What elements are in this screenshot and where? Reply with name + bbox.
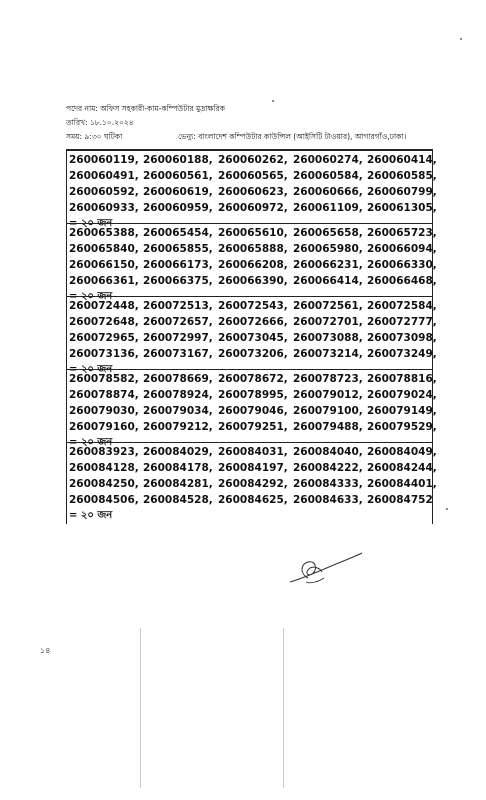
roll-number: 260060274, — [293, 154, 363, 166]
roll-number: 260073088, — [293, 332, 363, 344]
roll-number: 260066330, — [367, 259, 437, 271]
roll-number: 260060561, — [143, 170, 213, 182]
roll-number: 260072543, — [218, 300, 288, 312]
roll-number: 260065855, — [143, 243, 213, 255]
roll-number: 260072657, — [143, 316, 213, 328]
roll-number: 260079030, — [69, 405, 139, 417]
roll-number: 260073045, — [218, 332, 288, 344]
roll-number: 260060584, — [293, 170, 363, 182]
roll-number: 260065888, — [218, 243, 288, 255]
roll-number: 260072648, — [69, 316, 139, 328]
roll-number: 260072666, — [218, 316, 288, 328]
roll-number: 260079488, — [293, 421, 363, 433]
roll-number: 260078924, — [143, 389, 213, 401]
roll-number: 260066468, — [367, 275, 437, 287]
roll-number: 260065388, — [69, 227, 139, 239]
page-number: ১৪ — [40, 646, 51, 655]
roll-number: 260083923, — [69, 446, 139, 458]
roll-number: 260073249, — [367, 348, 437, 360]
roll-group — [67, 150, 437, 229]
roll-number: 260060623, — [218, 186, 288, 198]
roll-number: 260066414, — [293, 275, 363, 287]
roll-number: 260078672, — [218, 373, 288, 385]
roll-number: 260072513, — [143, 300, 213, 312]
roll-number: 260066231, — [293, 259, 363, 271]
roll-number: 260060262, — [218, 154, 288, 166]
roll-number: 260060491, — [69, 170, 139, 182]
roll-number: 260066150, — [69, 259, 139, 271]
roll-number: 260084506, — [69, 494, 139, 506]
roll-number: 260072701, — [293, 316, 363, 328]
scan-speck — [272, 100, 274, 102]
candidate-count: = ২০ জন — [69, 437, 113, 448]
roll-number: 260084752 — [367, 494, 433, 506]
roll-number: 260073214, — [293, 348, 363, 360]
roll-number: 260060414, — [367, 154, 437, 166]
venue-label: ভেন্যু: বাংলাদেশ কম্পিউটার কাউন্সিল (আইসিটি টাওয়ার), আগারগাঁও,ঢাকা। — [178, 132, 407, 141]
exam-time-label: সময়: ৯:৩০ ঘটিকা — [66, 132, 123, 141]
roll-number: 260079529, — [367, 421, 437, 433]
roll-number: 260084029, — [143, 446, 213, 458]
signature — [286, 548, 366, 594]
roll-number: 260061109, — [293, 202, 363, 214]
roll-number: 260079160, — [69, 421, 139, 433]
roll-number: 260084633, — [293, 494, 363, 506]
roll-number: 260079024, — [367, 389, 437, 401]
roll-number: 260084333, — [293, 478, 363, 490]
roll-number: 260079149, — [367, 405, 437, 417]
roll-number: 260084031, — [218, 446, 288, 458]
roll-number: 260078995, — [218, 389, 288, 401]
roll-number: 260078582, — [69, 373, 139, 385]
roll-number: 260065980, — [293, 243, 363, 255]
roll-number: 260072965, — [69, 332, 139, 344]
roll-number: 260065840, — [69, 243, 139, 255]
candidate-count: = ২০ জন — [69, 218, 113, 229]
roll-number: 260060592, — [69, 186, 139, 198]
roll-number: 260060799, — [367, 186, 437, 198]
roll-number: 260079212, — [143, 421, 213, 433]
roll-number: 260072561, — [293, 300, 363, 312]
roll-number: 260061305, — [367, 202, 437, 214]
roll-number: 260066094, — [367, 243, 437, 255]
roll-number: 260066390, — [218, 275, 288, 287]
roll-number: 260066375, — [143, 275, 213, 287]
roll-number: 260084049, — [367, 446, 437, 458]
exam-date-label: তারিখ: ১৮.১০.২০২৪ — [66, 118, 134, 127]
scan-speck — [460, 38, 462, 40]
roll-number: 260066361, — [69, 275, 139, 287]
roll-number: 260060666, — [293, 186, 363, 198]
roll-group — [67, 296, 437, 375]
roll-number: 260065723, — [367, 227, 437, 239]
roll-number: 260078723, — [293, 373, 363, 385]
roll-number: 260060585, — [367, 170, 437, 182]
roll-number: 260073136, — [69, 348, 139, 360]
roll-number: 260060619, — [143, 186, 213, 198]
roll-number: 260079034, — [143, 405, 213, 417]
roll-number: 260073098, — [367, 332, 437, 344]
roll-number: 260079012, — [293, 389, 363, 401]
roll-number: 260072777, — [367, 316, 437, 328]
roll-number: 260060188, — [143, 154, 213, 166]
roll-number: 260060959, — [143, 202, 213, 214]
roll-number: 260060972, — [218, 202, 288, 214]
scan-artifact-line — [283, 628, 284, 788]
roll-number: 260084401, — [367, 478, 437, 490]
roll-number: 260066208, — [218, 259, 288, 271]
roll-number: 260084528, — [143, 494, 213, 506]
roll-number: 260078669, — [143, 373, 213, 385]
roll-group — [67, 369, 437, 448]
roll-number: 260066173, — [143, 259, 213, 271]
roll-number: 260073167, — [143, 348, 213, 360]
roll-number: 260079251, — [218, 421, 288, 433]
roll-number: 260084292, — [218, 478, 288, 490]
roll-number-table — [66, 149, 437, 524]
roll-number: 260073206, — [218, 348, 288, 360]
candidate-count: = ২০ জন — [69, 364, 113, 375]
roll-number: 260078874, — [69, 389, 139, 401]
roll-number: 260072997, — [143, 332, 213, 344]
roll-number: 260084222, — [293, 462, 363, 474]
roll-number: 260084128, — [69, 462, 139, 474]
roll-group — [67, 442, 437, 525]
roll-number: 260060119, — [69, 154, 139, 166]
roll-number: 260065454, — [143, 227, 213, 239]
roll-number: 260079046, — [218, 405, 288, 417]
roll-number: 260065610, — [218, 227, 288, 239]
scan-speck — [446, 508, 448, 510]
roll-number: 260060565, — [218, 170, 288, 182]
roll-number: 260078816, — [367, 373, 437, 385]
roll-number: 260084281, — [143, 478, 213, 490]
roll-number: 260084625, — [218, 494, 288, 506]
roll-number: 260084250, — [69, 478, 139, 490]
roll-number: 260060933, — [69, 202, 139, 214]
roll-number: 260079100, — [293, 405, 363, 417]
roll-number: 260072448, — [69, 300, 139, 312]
roll-number: 260072584, — [367, 300, 437, 312]
scan-artifact-line — [140, 628, 141, 788]
post-name-label: পদের নাম: অফিস সহকারী-কাম-কম্পিউটার মুদ্রাক্ষরিক — [66, 104, 225, 113]
roll-number: 260084178, — [143, 462, 213, 474]
roll-number: 260065658, — [293, 227, 363, 239]
candidate-count: = ২০ জন — [69, 291, 113, 302]
roll-number: 260084040, — [293, 446, 363, 458]
roll-number: 260084244, — [367, 462, 437, 474]
roll-number: 260084197, — [218, 462, 288, 474]
candidate-count: = ২০ জন — [69, 510, 113, 521]
roll-group — [67, 223, 437, 302]
